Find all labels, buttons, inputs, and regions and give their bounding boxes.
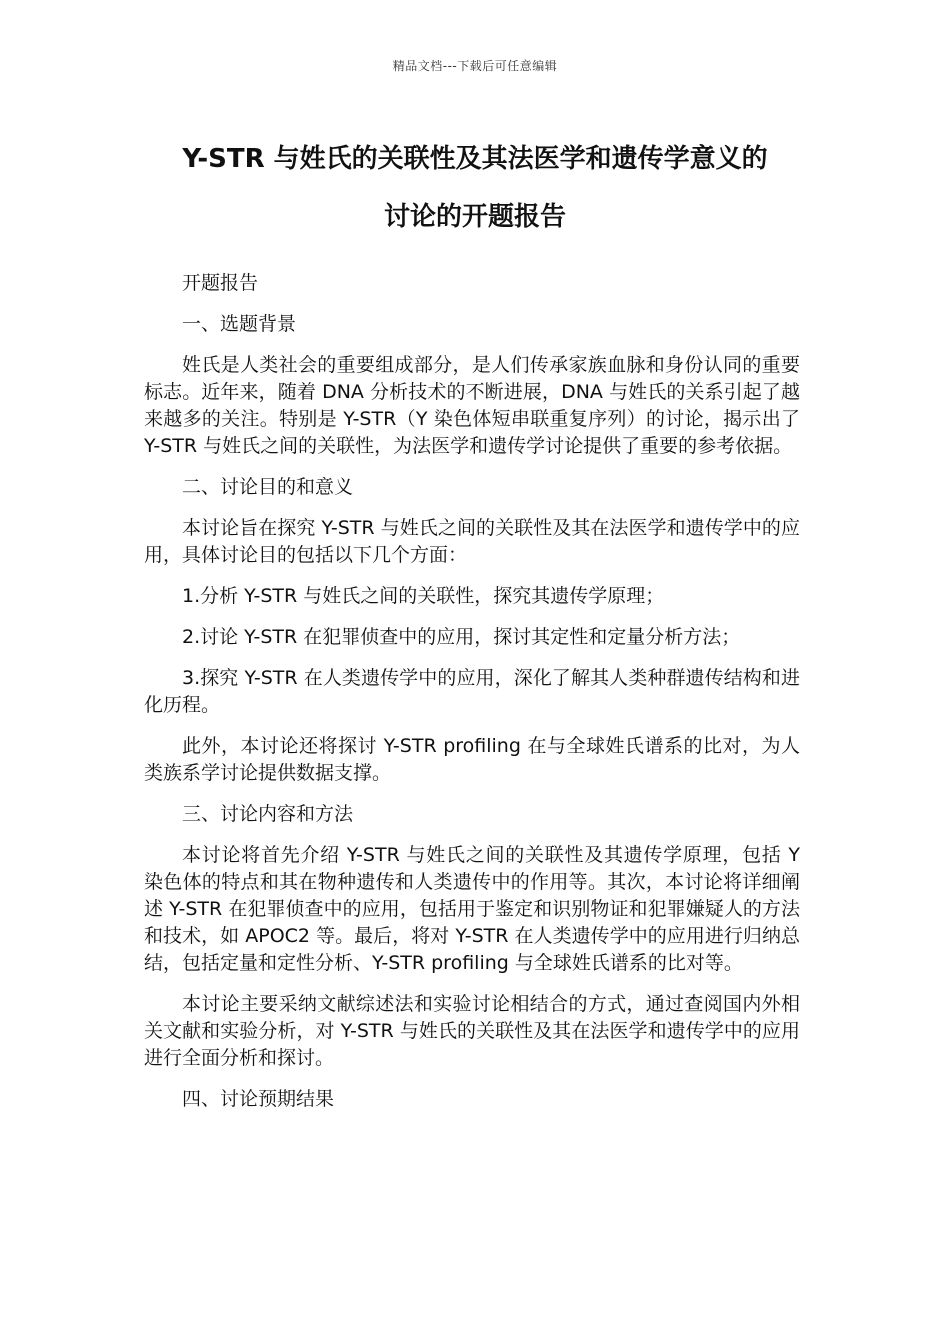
list-item-1: 1.分析 Y-STR 与姓氏之间的关联性，探究其遗传学原理； <box>182 585 665 607</box>
paragraph-methods: 本讨论主要采纳文献综述法和实验讨论相结合的方式，通过查阅国内外相关文献和实验分析，对 Y-STR 与姓氏的关联性及其在法医学和遗传学中的应用进行全面分析和探讨。 <box>144 993 800 1069</box>
paragraph-purpose: 本讨论旨在探究 Y-STR 与姓氏之间的关联性及其在法医学和遗传学中的应用，具体讨论目的包括以下几个方面： <box>144 517 800 566</box>
report-label: 开题报告 <box>182 272 259 294</box>
document-title <box>140 130 810 246</box>
paragraph-content: 本讨论将首先介绍 Y-STR 与姓氏之间的关联性及其遗传学原理，包括 Y 染色体的特点和其在物种遗传和人类遗传中的作用等。其次，本讨论将详细阐述 Y-STR 在犯罪侦查中的应用，包括用于鉴定和识别物证和犯罪嫌疑人的方法和技术，如 APOC2 等。最后，将对 Y-STR 在人类遗传学中的应用进行归纳总结，包括定量和定性分析、Y-STR profiling 与全球姓氏谱系的比对等。 <box>144 844 800 974</box>
section-heading-expected-results: 四、讨论预期结果 <box>182 1088 335 1110</box>
paragraph-additional: 此外，本讨论还将探讨 Y-STR profiling 在与全球姓氏谱系的比对，为人类族系学讨论提供数据支撑。 <box>144 735 800 784</box>
title-line-1: Y-STR 与姓氏的关联性及其法医学和遗传学意义的 <box>182 144 768 174</box>
paragraph-background: 姓氏是人类社会的重要组成部分，是人们传承家族血脉和身份认同的重要标志。近年来，随着 DNA 分析技术的不断进展，DNA 与姓氏的关系引起了越来越多的关注。特别是 Y-STR（Y 染色体短串联重复序列）的讨论，揭示出了 Y-STR 与姓氏之间的关联性，为法医学和遗传学讨论提供了重要的参考依据。 <box>144 354 800 457</box>
section-heading-purpose: 二、讨论目的和意义 <box>182 476 354 498</box>
section-heading-background: 一、选题背景 <box>182 313 297 335</box>
section-heading-content-methods: 三、讨论内容和方法 <box>182 803 354 825</box>
title-line-2: 讨论的开题报告 <box>383 202 566 232</box>
page-header-note: 精品文档---下载后可任意编辑 <box>392 59 558 73</box>
list-item-3: 3.探究 Y-STR 在人类遗传学中的应用，深化了解其人类种群遗传结构和进化历程。 <box>144 667 800 716</box>
list-item-2: 2.讨论 Y-STR 在犯罪侦查中的应用，探讨其定性和定量分析方法； <box>182 626 741 648</box>
document-body <box>144 270 800 1127</box>
